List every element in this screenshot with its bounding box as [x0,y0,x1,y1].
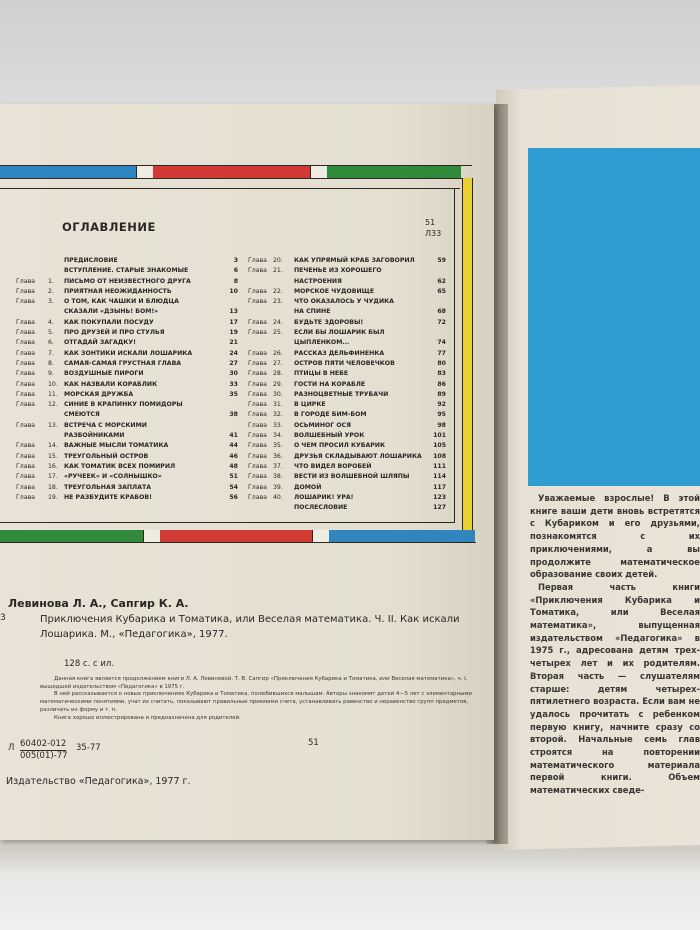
toc-entry [16,266,246,276]
toc-entry [248,369,452,379]
toc-entry-page: 54 [229,483,238,491]
toc-entry [248,318,452,328]
toc-entry-title: ПТИЦЫ В НЕБЕ [294,370,349,378]
toc-heading: ОГЛАВЛЕНИЕ [62,220,156,234]
toc-entry [248,349,452,359]
toc-chapter-word: Глава [16,349,35,357]
classification-mark: 3 [0,613,6,623]
toc-entry-title: ЕСЛИ БЫ ЛОШАРИК БЫЛ [294,329,385,337]
toc-chapter-number: 40. [273,493,283,501]
toc-entry-page: 44 [229,442,238,450]
toc-chapter-number: 25. [273,329,283,337]
toc-chapter-word: Глава [248,380,267,388]
bar-light-bottom-1 [143,530,161,542]
publisher: Издательство «Педагогика», 1977 г. [6,776,191,787]
toc-entry-page: 105 [433,442,446,450]
toc-chapter-number: 19. [48,493,58,501]
toc-chapter-word: Глава [16,287,35,295]
toc-chapter-number: 28. [273,370,283,378]
toc-entry-title: МОРСКОЕ ЧУДОВИЩЕ [294,287,375,295]
toc-chapter-number: 31. [273,401,283,409]
toc-entry-page: 13 [229,308,238,316]
toc-entry-title: ЧТО ОКАЗАЛОСЬ У ЧУДИКА [294,298,394,306]
right-paragraph-2: Первая часть книги «Приключения Кубарика и Томатика, или Веселая математика», выпущенная издательством «Педагогика» в 1975 г., адресована детям трех-четырех лет и их родителям. Вторая часть — слушателям старше: детям четырех-пятилетнего возраста. Если вам не удалось прочитать с ребенком первую книгу, начните сразу со второй. Начальные семь глав строятся на повторении математического материала первой книги. Объем математических сведе- [530,581,700,796]
toc-entry-title: ВАЖНЫЕ МЫСЛИ ТОМАТИКА [64,442,169,450]
toc-entry-page: 80 [437,359,446,367]
toc-chapter-number: 6. [48,339,54,347]
toc-entry-title: ОТГАДАЙ ЗАГАДКУ! [64,339,136,347]
toc-entry [16,410,246,420]
toc-entry-page: 127 [433,504,446,512]
toc-entry-title: ТРЕУГОЛЬНАЯ ЗАПЛАТА [64,483,151,491]
toc-entry-page: 51 [229,473,238,481]
toc-chapter-number: 8. [48,359,54,367]
toc-entry-page: 33 [229,380,238,388]
bar-light-top-2 [310,166,328,178]
toc-chapter-number: 30. [273,390,283,398]
toc-entry [16,359,246,369]
toc-chapter-word: Глава [248,287,267,295]
toc-chapter-word: Глава [248,349,267,357]
toc-entry-page: 38 [229,411,238,419]
toc-chapter-number: 36. [273,452,283,460]
toc-entry-page: 108 [433,452,446,460]
code-fraction-top: 60402-012 [20,739,67,749]
toc-entry-page: 19 [229,329,238,337]
toc-entry [16,287,246,297]
toc-entry [16,390,246,400]
toc-entry-title: ВОЛШЕБНЫЙ УРОК [294,432,365,440]
toc-entry-title: ПЕЧЕНЬЕ ИЗ ХОРОШЕГО [294,267,382,275]
toc-entry [16,462,246,472]
toc-entry-title: КАК ЗОНТИКИ ИСКАЛИ ЛОШАРИКА [64,349,193,357]
page-number: 51 [308,738,319,748]
bar-red-bottom [160,530,312,542]
toc-chapter-number: 26. [273,349,283,357]
toc-chapter-number: 3. [48,298,54,306]
toc-chapter-number: 23. [273,298,283,306]
toc-entry-page: 6 [233,267,238,275]
toc-entry [248,483,452,493]
toc-entry-page: 8 [233,277,238,285]
toc-entry [248,503,452,513]
book-title: Приключения Кубарика и Томатика, или Веселая математика. Ч. II. Как искали Лошарика. М., «Педагогика», 1977. [40,614,460,640]
bar-blue-top [0,166,136,178]
toc-entry [248,410,452,420]
toc-chapter-number: 29. [273,380,283,388]
toc-chapter-word: Глава [248,370,267,378]
toc-chapter-word: Глава [16,318,35,326]
toc-entry-page: 65 [437,287,446,295]
toc-entry-title: ГОСТИ НА КОРАБЛЕ [294,380,366,388]
toc-entry-page: 56 [229,493,238,501]
toc-entry-title: О ЧЕМ ПРОСИЛ КУБАРИК [294,442,386,450]
toc-entry [248,328,452,338]
toc-entry-title: ВСТУПЛЕНИЕ. СТАРЫЕ ЗНАКОМЫЕ [64,267,189,275]
toc-entry-title: НАСТРОЕНИЯ [294,277,342,285]
toc-entry [16,328,246,338]
toc-entry [16,452,246,462]
toc-entry [248,359,452,369]
toc-chapter-word: Глава [16,483,35,491]
bar-red-top [153,166,310,178]
code-fraction [20,739,68,762]
toc-entry [248,493,452,503]
toc-entry-title: БУДЬТЕ ЗДОРОВЫ! [294,318,364,326]
toc-chapter-number: 5. [48,329,54,337]
toc-entry-title: ПОСЛЕСЛОВИЕ [294,504,348,512]
toc-chapter-word: Глава [16,473,35,481]
toc-entry [248,462,452,472]
toc-chapter-word: Глава [16,462,35,470]
page-count: 128 с. с ил. [64,659,115,669]
toc-chapter-number: 12. [48,401,58,409]
toc-entry-title: РАЗБОЙНИКАМИ [64,432,125,440]
toc-entry-page: 48 [229,462,238,470]
toc-entry-page: 74 [437,339,446,347]
toc-entry-title: КАК УПРЯМЫЙ КРАБ ЗАГОВОРИЛ [294,257,415,264]
toc-right-column [248,256,452,513]
toc-entry-page: 41 [229,432,238,440]
toc-entry-page: 101 [433,432,446,440]
toc-entry-page: 77 [437,349,446,357]
toc-chapter-word: Глава [248,390,267,398]
toc-entry [16,369,246,379]
code-number: 35-77 [76,743,101,753]
toc-entry-page: 62 [437,277,446,285]
toc-entry-title: КАК НАЗВАЛИ КОРАБЛИК [64,380,158,388]
toc-entry-title: ВСТРЕЧА С МОРСКИМИ [64,421,147,429]
toc-chapter-number: 24. [273,318,283,326]
toc-chapter-number: 18. [48,483,58,491]
toc-chapter-word: Глава [248,473,267,481]
toc-entry [248,452,452,462]
toc-chapter-number: 10. [48,380,58,388]
toc-entry-page: 17 [229,318,238,326]
toc-chapter-number: 14. [48,442,58,450]
toc-entry-page: 3 [233,257,238,264]
toc-entry-page: 83 [437,370,446,378]
toc-chapter-word: Глава [248,493,267,501]
toc-entry-title: «РУЧЕЕК» И «СОЛНЫШКО» [64,473,162,481]
toc-entry-page: 117 [433,483,446,491]
toc-chapter-word: Глава [248,298,267,306]
toc-entry-title: ЧТО ВИДЕЛ ВОРОБЕЙ [294,462,372,470]
toc-chapter-word: Глава [248,329,267,337]
toc-chapter-word: Глава [248,411,267,419]
annotation-paragraph-3: Книга хорошо иллюстрирована и предназначена для родителей. [54,714,241,721]
toc-entry-page: 59 [437,257,446,264]
toc-entry [16,307,246,317]
toc-chapter-word: Глава [248,462,267,470]
toc-chapter-word: Глава [16,298,35,306]
toc-chapter-word: Глава [248,267,267,275]
toc-chapter-number: 1. [48,277,54,285]
toc-entry [248,441,452,451]
toc-chapter-number: 20. [273,257,283,264]
right-page-text [530,492,700,797]
toc-entry-title: РАССКАЗ ДЕЛЬФИНЕНКА [294,349,385,357]
toc-entry-title: ПРИЯТНАЯ НЕОЖИДАННОСТЬ [64,287,172,295]
toc-chapter-number: 37. [273,462,283,470]
toc-entry [248,307,452,317]
toc-entry-page: 111 [433,462,446,470]
toc-chapter-word: Глава [248,452,267,460]
toc-chapter-word: Глава [16,452,35,460]
code-letter: Л [8,743,15,753]
toc-entry-title: ВЕСТИ ИЗ ВОЛШЕБНОЙ ШЛЯПЫ [294,473,410,481]
toc-chapter-word: Глава [248,432,267,440]
bar-yellow-right [462,178,473,530]
toc-chapter-word: Глава [16,390,35,398]
toc-chapter-number: 38. [273,473,283,481]
blue-color-block [528,148,700,486]
toc-chapter-word: Глава [16,442,35,450]
toc-entry [248,266,452,276]
toc-entry-title: ЦЫПЛЕНКОМ... [294,339,350,347]
toc-entry-title: В ЦИРКЕ [294,401,326,409]
toc-code-line2: Л33 [425,229,442,238]
toc-entry [248,338,452,348]
toc-entry [16,380,246,390]
frame-bottom-line [0,542,476,543]
toc-chapter-word: Глава [248,401,267,409]
toc-left-column [16,256,246,503]
toc-chapter-word: Глава [16,421,35,429]
toc-entry [16,421,246,431]
toc-chapter-number: 7. [48,349,54,357]
toc-entry-title: ВОЗДУШНЫЕ ПИРОГИ [64,370,144,378]
toc-entry-page: 68 [437,308,446,316]
frame-inner-vline [454,188,455,523]
toc-chapter-number: 13. [48,421,58,429]
toc-entry [16,493,246,503]
toc-entry-page: 95 [437,411,446,419]
toc-entry-title: РАЗНОЦВЕТНЫЕ ТРУБАЧИ [294,390,389,398]
toc-chapter-number: 16. [48,462,58,470]
toc-entry-page: 46 [229,452,238,460]
toc-entry-title: МОРСКАЯ ДРУЖБА [64,390,134,398]
toc-entry [16,349,246,359]
bar-green-top [327,166,461,178]
toc-chapter-number: 22. [273,287,283,295]
toc-entry [16,400,246,410]
frame-bottom-inner-line [0,522,455,523]
toc-chapter-word: Глава [248,421,267,429]
bar-light-top-1 [136,166,154,178]
toc-entry [16,318,246,328]
toc-chapter-number: 27. [273,359,283,367]
toc-entry-page: 10 [229,287,238,295]
toc-entry-page: 27 [229,359,238,367]
toc-chapter-word: Глава [16,493,35,501]
toc-chapter-number: 32. [273,411,283,419]
toc-chapter-number: 2. [48,287,54,295]
bar-green-bottom [0,530,143,542]
toc-entry-page: 86 [437,380,446,388]
frame-inner-line [0,188,460,189]
toc-entry-title: КАК ТОМАТИК ВСЕХ ПОМИРИЛ [64,462,176,470]
toc-chapter-word: Глава [16,329,35,337]
toc-entry [16,431,246,441]
toc-entry-page: 21 [229,339,238,347]
toc-chapter-number: 11. [48,390,58,398]
toc-entry-page: 114 [433,473,446,481]
annotation-paragraph-1: Данная книга является продолжением книги Л. А. Левиновой, Т. В. Сапгир «Приключения Кубарика и Томатика, или Веселая математика», ч. I, вышедшей издательством «Педагогика» в 1975 г. [40,676,468,690]
toc-chapter-word: Глава [16,401,35,409]
toc-entry-title: НЕ РАЗБУДИТЕ КРАБОВ! [64,493,152,501]
toc-chapter-word: Глава [248,318,267,326]
toc-chapter-number: 33. [273,421,283,429]
toc-entry [248,431,452,441]
toc-entry-page: 30 [229,370,238,378]
toc-entry [16,338,246,348]
toc-entry [248,380,452,390]
toc-entry [248,390,452,400]
toc-entry [16,472,246,482]
toc-entry-title: В ГОРОДЕ БИМ-БОМ [294,411,367,419]
toc-entry-title: КАК ПОКУПАЛИ ПОСУДУ [64,318,154,326]
toc-entry-title: НА СПИНЕ [294,308,331,316]
toc-entry-page: 92 [437,401,446,409]
toc-entry-title: ДОМОЙ [294,483,322,491]
toc-entry-title: О ТОМ, КАК ЧАШКИ И БЛЮДЦА [64,298,179,306]
toc-chapter-number: 9. [48,370,54,378]
toc-entry [248,287,452,297]
toc-entry-title: ОСТРОВ ПЯТИ ЧЕЛОВЕЧКОВ [294,359,395,367]
toc-classification-code [425,217,441,239]
toc-entry-page: 89 [437,390,446,398]
toc-entry-title: ПИСЬМО ОТ НЕИЗВЕСТНОГО ДРУГА [64,277,191,285]
toc-entry-page: 72 [437,318,446,326]
toc-entry [248,256,452,266]
toc-entry [248,400,452,410]
bar-blue-bottom [329,530,475,542]
toc-entry-page: 98 [437,421,446,429]
toc-entry-page: 35 [229,390,238,398]
toc-chapter-number: 34. [273,432,283,440]
toc-entry-title: ПРО ДРУЗЕЙ И ПРО СТУЛЬЯ [64,329,165,337]
toc-entry [16,483,246,493]
toc-entry [248,472,452,482]
toc-entry-title: САМАЯ-САМАЯ ГРУСТНАЯ ГЛАВА [64,359,182,367]
toc-entry-page: 123 [433,493,446,501]
code-fraction-bottom: 005(01)-77 [20,751,68,761]
toc-entry-title: СКАЗАЛИ «ДЗЫНЬ! БОМ!» [64,308,159,316]
toc-entry [16,441,246,451]
toc-chapter-word: Глава [16,359,35,367]
toc-chapter-word: Глава [248,359,267,367]
toc-entry-page: 24 [229,349,238,357]
toc-entry-title: ПРЕДИСЛОВИЕ [64,257,118,264]
toc-entry-title: СМЕЮТСЯ [64,411,100,419]
toc-chapter-word: Глава [16,380,35,388]
table-surface [0,840,700,930]
toc-chapter-number: 15. [48,452,58,460]
toc-entry-title: ДРУЗЬЯ СКЛАДЫВАЮТ ЛОШАРИКА [294,452,422,460]
toc-chapter-word: Глава [16,277,35,285]
toc-chapter-word: Глава [248,483,267,491]
toc-entry [16,297,246,307]
toc-entry-title: ЛОШАРИК! УРА! [294,493,354,501]
toc-entry-title: ТРЕУГОЛЬНЫЙ ОСТРОВ [64,452,149,460]
toc-entry-title: ОСЬМИНОГ ОСЯ [294,421,351,429]
toc-entry [16,256,246,266]
toc-code-line1: 51 [425,218,436,227]
toc-entry [248,421,452,431]
toc-chapter-word: Глава [248,257,267,264]
toc-entry [16,277,246,287]
toc-chapter-number: 35. [273,442,283,450]
toc-entry [248,277,452,287]
frame-top-line-2 [0,178,472,179]
toc-chapter-word: Глава [16,370,35,378]
authors: Левинова Л. А., Сапгир К. А. [8,597,189,610]
toc-entry [248,297,452,307]
right-paragraph-1: Уважаемые взрослые! В этой книге ваши дети вновь встретятся с Кубариком и его друзьями, познакомятся с их приключениями, а вы продолжите математическое образование своих детей. [530,493,700,580]
annotation [40,676,480,722]
toc-entry-title: СИНИЕ В КРАПИНКУ ПОМИДОРЫ [64,401,183,409]
toc-chapter-word: Глава [248,442,267,450]
toc-chapter-number: 21. [273,267,283,275]
bar-light-bottom-2 [312,530,330,542]
toc-chapter-number: 17. [48,473,58,481]
annotation-paragraph-2: В ней рассказывается о новых приключениях Кубарика и Томатика, полюбившихся малышам. Авторы знакомят детей 4—5 лет с элементарными математическими понятиями, учат их считать, показывают правильные приемами счета, устанавливать равенство и неравенство групп предметов, различать их форму и т. п. [40,691,472,713]
toc-chapter-word: Глава [16,339,35,347]
toc-chapter-number: 39. [273,483,283,491]
toc-chapter-number: 4. [48,318,54,326]
